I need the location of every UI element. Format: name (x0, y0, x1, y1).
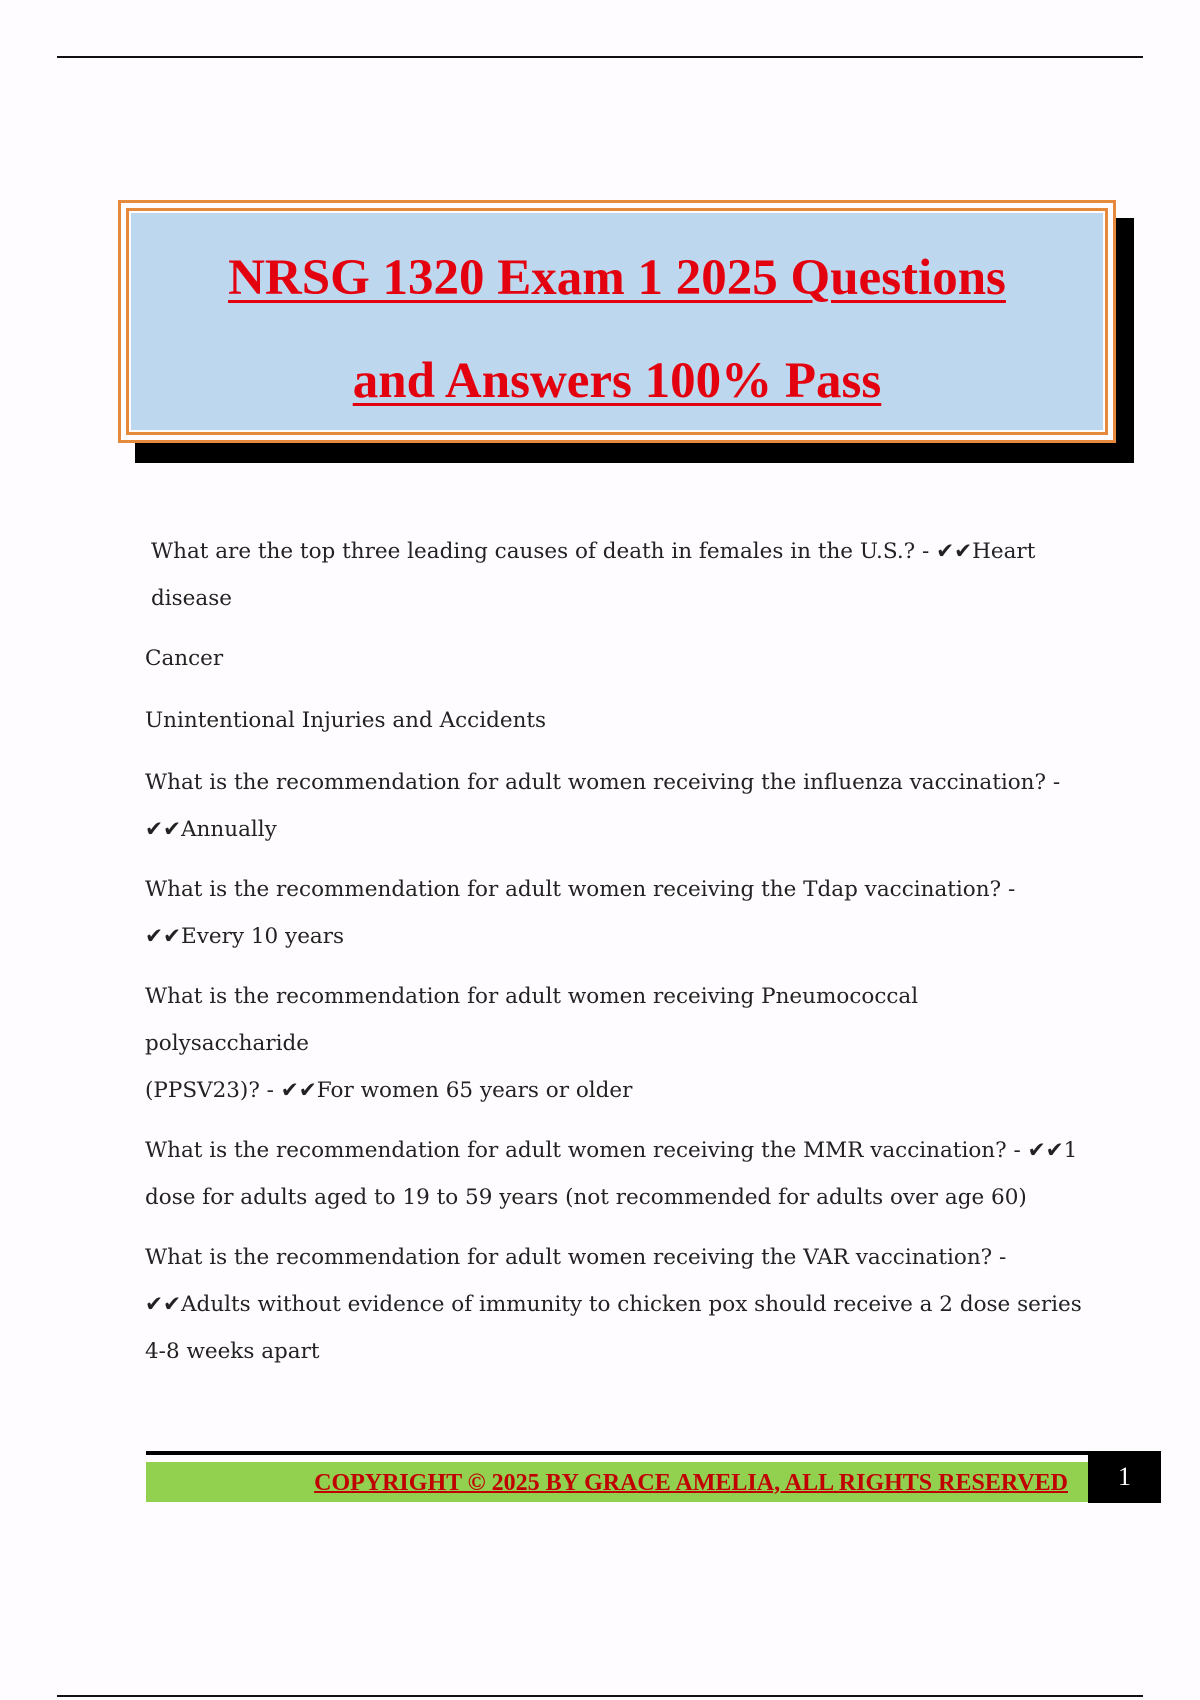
question-line: What is the recommendation for adult women receiving the Tdap vaccination? - (145, 877, 1016, 902)
answer-line: ✔✔Adults without evidence of immunity to chicken pox should receive a 2 dose series (145, 1292, 1082, 1317)
question-line: What is the recommendation for adult women receiving Pneumococcal polysaccharide (145, 984, 919, 1056)
question-line: What is the recommendation for adult women receiving the VAR vaccination? - (145, 1245, 1007, 1270)
answer-line: 4-8 weeks apart (145, 1339, 320, 1364)
question-line: What is the recommendation for adult women receiving the influenza vaccination? - (145, 770, 1061, 795)
answer-line: (PPSV23)? - ✔✔For women 65 years or older (145, 1078, 633, 1103)
qa-entry (145, 528, 1085, 622)
qa-entry (145, 759, 1085, 853)
title-box (118, 200, 1116, 443)
copyright-notice: COPYRIGHT © 2025 BY GRACE AMELIA, ALL RIGHTS RESERVED (314, 1470, 1068, 1496)
qa-entry (145, 973, 1085, 1114)
qa-entry (145, 1127, 1085, 1221)
answer-item: Cancer (145, 646, 224, 671)
title-box-fill (129, 211, 1105, 432)
answer-item: Unintentional Injuries and Accidents (145, 708, 547, 733)
footer-rule (146, 1451, 1088, 1455)
qa-entry (145, 866, 1085, 960)
question-line: What is the recommendation for adult women receiving the MMR vaccination? - ✔✔1 (145, 1138, 1078, 1163)
footer-bar (146, 1462, 1088, 1502)
document-title (131, 227, 1103, 433)
qa-content (145, 528, 1085, 1388)
question-line: What are the top three leading causes of death in females in the U.S.? - ✔✔Heart (151, 539, 1036, 564)
title-line-2: and Answers 100% Pass (352, 353, 882, 409)
answer-line: ✔✔Annually (145, 817, 277, 842)
answer-line: disease (151, 586, 232, 611)
title-line-1: NRSG 1320 Exam 1 2025 Questions (228, 250, 1006, 306)
answer-line: ✔✔Every 10 years (145, 924, 345, 949)
page-number: 1 (1088, 1451, 1161, 1503)
bottom-rule (57, 1695, 1143, 1697)
top-rule (57, 56, 1143, 58)
qa-entry (145, 1234, 1085, 1375)
answer-line: dose for adults aged to 19 to 59 years (not recommended for adults over age 60) (145, 1185, 1027, 1210)
